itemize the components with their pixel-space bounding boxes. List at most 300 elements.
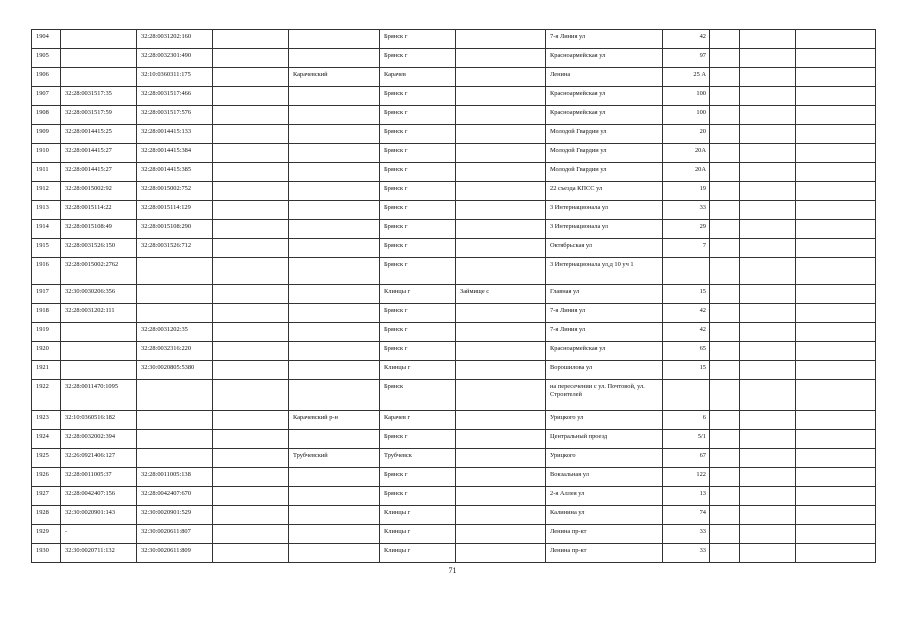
table-row bbox=[32, 220, 876, 239]
table-cell bbox=[456, 163, 546, 182]
table-cell: 1920 bbox=[32, 342, 61, 361]
table-cell: 65 bbox=[663, 342, 710, 361]
table-cell bbox=[289, 125, 380, 144]
table-cell bbox=[796, 304, 876, 323]
table-cell: 67 bbox=[663, 449, 710, 468]
table-cell bbox=[796, 342, 876, 361]
table-cell: 32:28:0014415:384 bbox=[137, 144, 213, 163]
table-cell: 1910 bbox=[32, 144, 61, 163]
table-cell: 3 Интернационала ул,д 10 уч 1 bbox=[546, 258, 663, 285]
table-cell: 7 bbox=[663, 239, 710, 258]
table-cell: Брянск г bbox=[380, 220, 456, 239]
table-cell: 32:30:0020901:143 bbox=[61, 506, 137, 525]
table-cell: 1916 bbox=[32, 258, 61, 285]
table-cell bbox=[137, 285, 213, 304]
table-cell: Ленина пр-кт bbox=[546, 544, 663, 563]
table-cell bbox=[289, 49, 380, 68]
table-row bbox=[32, 342, 876, 361]
table-row bbox=[32, 525, 876, 544]
table-cell: Брянск г bbox=[380, 163, 456, 182]
table-cell: 1924 bbox=[32, 430, 61, 449]
table-cell: 32:28:0011470:1095 bbox=[61, 380, 137, 411]
table-cell: 32:28:0015002:2762 bbox=[61, 258, 137, 285]
table-cell: Трубчевский bbox=[289, 449, 380, 468]
table-cell: Брянск bbox=[380, 380, 456, 411]
table-cell: Брянск г bbox=[380, 430, 456, 449]
table-cell bbox=[61, 30, 137, 49]
table-cell: 42 bbox=[663, 30, 710, 49]
table-cell: 3 Интернационала ул bbox=[546, 220, 663, 239]
table-cell: 32:28:0031517:466 bbox=[137, 87, 213, 106]
table-cell: 74 bbox=[663, 506, 710, 525]
table-cell bbox=[740, 144, 796, 163]
table-cell: Клинцы г bbox=[380, 285, 456, 304]
table-cell bbox=[710, 182, 740, 201]
table-row bbox=[32, 449, 876, 468]
table-cell: 32:28:0031202:35 bbox=[137, 323, 213, 342]
table-cell bbox=[213, 285, 289, 304]
table-cell bbox=[213, 342, 289, 361]
table-cell: 1923 bbox=[32, 411, 61, 430]
table-body bbox=[32, 30, 876, 563]
table-cell bbox=[740, 163, 796, 182]
table-cell: 32:30:0020611:809 bbox=[137, 544, 213, 563]
table-cell: Карачевский bbox=[289, 68, 380, 87]
table-cell: 1906 bbox=[32, 68, 61, 87]
table-cell bbox=[710, 220, 740, 239]
table-cell bbox=[710, 201, 740, 220]
table-cell: Клинцы г bbox=[380, 525, 456, 544]
table-cell: 33 bbox=[663, 525, 710, 544]
table-cell: Клинцы г bbox=[380, 361, 456, 380]
table-cell bbox=[289, 144, 380, 163]
table-cell bbox=[456, 144, 546, 163]
table-cell: Калинина ул bbox=[546, 506, 663, 525]
table-cell: Брянск г bbox=[380, 87, 456, 106]
table-cell bbox=[796, 49, 876, 68]
table-cell bbox=[796, 144, 876, 163]
table-row bbox=[32, 285, 876, 304]
table-cell bbox=[456, 525, 546, 544]
table-cell bbox=[213, 468, 289, 487]
table-cell: Брянск г bbox=[380, 106, 456, 125]
table-cell: Молодой Гвардии ул bbox=[546, 144, 663, 163]
table-cell bbox=[710, 125, 740, 144]
table-cell: 32:30:0020611:807 bbox=[137, 525, 213, 544]
table-cell bbox=[710, 163, 740, 182]
table-cell bbox=[137, 411, 213, 430]
table-row bbox=[32, 468, 876, 487]
table-cell bbox=[710, 258, 740, 285]
table-cell bbox=[213, 30, 289, 49]
table-cell bbox=[213, 49, 289, 68]
table-cell bbox=[213, 411, 289, 430]
table-cell: 32:28:0031202:111 bbox=[61, 304, 137, 323]
table-cell: 32:30:0020711:132 bbox=[61, 544, 137, 563]
table-cell bbox=[289, 342, 380, 361]
table-cell bbox=[740, 68, 796, 87]
table-row bbox=[32, 258, 876, 285]
table-cell bbox=[289, 220, 380, 239]
table-cell: Ворошилова ул bbox=[546, 361, 663, 380]
table-cell bbox=[796, 449, 876, 468]
table-cell bbox=[796, 285, 876, 304]
table-cell bbox=[796, 361, 876, 380]
table-row bbox=[32, 49, 876, 68]
table-cell bbox=[663, 380, 710, 411]
table-cell bbox=[710, 468, 740, 487]
table-cell: 1917 bbox=[32, 285, 61, 304]
table-cell: Карачев г bbox=[380, 411, 456, 430]
table-cell: 122 bbox=[663, 468, 710, 487]
table-cell: 20А bbox=[663, 163, 710, 182]
table-cell bbox=[663, 258, 710, 285]
table-cell bbox=[456, 258, 546, 285]
table-cell bbox=[213, 258, 289, 285]
table-cell bbox=[710, 430, 740, 449]
table-cell: Брянск г bbox=[380, 125, 456, 144]
table-cell: Брянск г bbox=[380, 182, 456, 201]
table-row bbox=[32, 304, 876, 323]
table-cell bbox=[213, 506, 289, 525]
table-cell bbox=[796, 182, 876, 201]
table-cell bbox=[456, 201, 546, 220]
table-cell: Урицкого bbox=[546, 449, 663, 468]
table-cell: 1927 bbox=[32, 487, 61, 506]
table-cell bbox=[456, 380, 546, 411]
table-cell: Карачев bbox=[380, 68, 456, 87]
table-cell bbox=[796, 506, 876, 525]
table-cell: 1912 bbox=[32, 182, 61, 201]
table-cell bbox=[213, 106, 289, 125]
table-cell: 32:28:0031526:150 bbox=[61, 239, 137, 258]
table-cell bbox=[796, 30, 876, 49]
table-cell: Брянск г bbox=[380, 144, 456, 163]
table-cell bbox=[796, 220, 876, 239]
table-cell bbox=[289, 487, 380, 506]
table-cell: 33 bbox=[663, 201, 710, 220]
table-cell: 1921 bbox=[32, 361, 61, 380]
table-cell: 1928 bbox=[32, 506, 61, 525]
table-cell bbox=[456, 220, 546, 239]
table-cell: Займище с bbox=[456, 285, 546, 304]
table-cell bbox=[740, 525, 796, 544]
table-cell: 32:30:0030206:356 bbox=[61, 285, 137, 304]
table-cell: 1904 bbox=[32, 30, 61, 49]
table-cell: Клинцы г bbox=[380, 506, 456, 525]
table-row bbox=[32, 544, 876, 563]
table-cell bbox=[796, 468, 876, 487]
table-cell bbox=[740, 430, 796, 449]
table-cell: 32:28:0031517:59 bbox=[61, 106, 137, 125]
table-row bbox=[32, 380, 876, 411]
table-cell: 32:28:0032002:394 bbox=[61, 430, 137, 449]
table-cell: Брянск г bbox=[380, 49, 456, 68]
table-cell bbox=[740, 285, 796, 304]
table-cell bbox=[740, 220, 796, 239]
table-cell: Молодой Гвардии ул bbox=[546, 163, 663, 182]
table-cell: Главная ул bbox=[546, 285, 663, 304]
table-cell: Брянск г bbox=[380, 258, 456, 285]
table-row bbox=[32, 430, 876, 449]
table-cell: 100 bbox=[663, 106, 710, 125]
table-cell: Центральный проезд bbox=[546, 430, 663, 449]
table-row bbox=[32, 68, 876, 87]
table-row bbox=[32, 239, 876, 258]
table-cell bbox=[213, 430, 289, 449]
table-cell bbox=[796, 163, 876, 182]
table-cell: 32:28:0042407:156 bbox=[61, 487, 137, 506]
table-cell: 1930 bbox=[32, 544, 61, 563]
table-cell: 7-я Линия ул bbox=[546, 304, 663, 323]
table-cell: 13 bbox=[663, 487, 710, 506]
table-cell bbox=[61, 323, 137, 342]
table-cell bbox=[137, 258, 213, 285]
table-cell bbox=[213, 239, 289, 258]
table-cell bbox=[740, 342, 796, 361]
table-cell: 32:30:0020901:529 bbox=[137, 506, 213, 525]
table-cell: 1919 bbox=[32, 323, 61, 342]
table-cell: 15 bbox=[663, 361, 710, 380]
table-row bbox=[32, 30, 876, 49]
table-cell bbox=[740, 323, 796, 342]
table-cell bbox=[289, 201, 380, 220]
table-cell bbox=[740, 411, 796, 430]
table-cell: 100 bbox=[663, 87, 710, 106]
table-cell: - bbox=[61, 525, 137, 544]
table-cell: 42 bbox=[663, 323, 710, 342]
table-cell bbox=[456, 30, 546, 49]
table-cell bbox=[213, 163, 289, 182]
table-cell bbox=[289, 304, 380, 323]
table-cell bbox=[796, 68, 876, 87]
table-cell: 6 bbox=[663, 411, 710, 430]
table-cell bbox=[740, 487, 796, 506]
table-cell: 32:28:0014415:133 bbox=[137, 125, 213, 144]
table-cell bbox=[740, 506, 796, 525]
table-cell bbox=[289, 239, 380, 258]
table-row bbox=[32, 506, 876, 525]
table-cell bbox=[710, 239, 740, 258]
table-cell: 15 bbox=[663, 285, 710, 304]
table-cell bbox=[456, 68, 546, 87]
table-row bbox=[32, 106, 876, 125]
table-cell bbox=[456, 506, 546, 525]
table-cell bbox=[710, 106, 740, 125]
table-cell: Брянск г bbox=[380, 323, 456, 342]
table-cell: 3 Интернационала ул bbox=[546, 201, 663, 220]
table-cell: 32:28:0042407:670 bbox=[137, 487, 213, 506]
table-cell bbox=[710, 144, 740, 163]
table-cell bbox=[710, 411, 740, 430]
table-cell: 2-я Аллея ул bbox=[546, 487, 663, 506]
table-cell bbox=[456, 468, 546, 487]
table-cell: 32:10:0360311:175 bbox=[137, 68, 213, 87]
table-cell bbox=[456, 239, 546, 258]
table-cell bbox=[213, 125, 289, 144]
table-cell bbox=[710, 49, 740, 68]
table-cell: 32:28:0031517:35 bbox=[61, 87, 137, 106]
table-cell: 32:28:0011005:37 bbox=[61, 468, 137, 487]
table-cell: Брянск г bbox=[380, 201, 456, 220]
table-cell: на пересечении с ул. Почтовой, ул. Строителей bbox=[546, 380, 663, 411]
table-cell bbox=[796, 239, 876, 258]
table-cell bbox=[710, 87, 740, 106]
table-cell bbox=[710, 323, 740, 342]
table-cell bbox=[213, 487, 289, 506]
table-cell: 32:28:0031526:712 bbox=[137, 239, 213, 258]
table-cell: 29 bbox=[663, 220, 710, 239]
table-cell: Молодой Гвардии ул bbox=[546, 125, 663, 144]
table-cell: Красноармейская ул bbox=[546, 87, 663, 106]
table-cell bbox=[213, 544, 289, 563]
table-cell: 32:28:0014415:27 bbox=[61, 163, 137, 182]
table-cell: 32:28:0032316:220 bbox=[137, 342, 213, 361]
table-cell bbox=[456, 430, 546, 449]
table-cell: 1907 bbox=[32, 87, 61, 106]
table-cell bbox=[710, 285, 740, 304]
table-row bbox=[32, 125, 876, 144]
table-cell: 97 bbox=[663, 49, 710, 68]
table-cell bbox=[796, 430, 876, 449]
table-cell bbox=[137, 430, 213, 449]
table-cell: 32:28:0032301:490 bbox=[137, 49, 213, 68]
table-cell bbox=[289, 106, 380, 125]
table-cell bbox=[61, 342, 137, 361]
table-cell bbox=[456, 49, 546, 68]
table-cell: 1911 bbox=[32, 163, 61, 182]
table-cell bbox=[710, 380, 740, 411]
table-cell bbox=[740, 106, 796, 125]
table-cell: Красноармейская ул bbox=[546, 106, 663, 125]
table-cell bbox=[740, 182, 796, 201]
table-cell: 19 bbox=[663, 182, 710, 201]
table-row bbox=[32, 201, 876, 220]
table-cell bbox=[456, 361, 546, 380]
table-cell: 1914 bbox=[32, 220, 61, 239]
table-row bbox=[32, 323, 876, 342]
table-cell bbox=[289, 87, 380, 106]
table-cell: Брянск г bbox=[380, 304, 456, 323]
table-cell bbox=[137, 304, 213, 323]
table-cell: 1918 bbox=[32, 304, 61, 323]
table-cell bbox=[213, 68, 289, 87]
table-cell: 7-я Линия ул bbox=[546, 30, 663, 49]
table-cell: Брянск г bbox=[380, 487, 456, 506]
table-cell bbox=[456, 342, 546, 361]
table-cell bbox=[740, 258, 796, 285]
table-cell bbox=[289, 468, 380, 487]
table-cell bbox=[796, 544, 876, 563]
table-cell bbox=[456, 544, 546, 563]
table-cell bbox=[710, 544, 740, 563]
table-cell bbox=[740, 304, 796, 323]
table-cell bbox=[796, 87, 876, 106]
table-cell bbox=[796, 201, 876, 220]
table-cell: Ленина bbox=[546, 68, 663, 87]
table-cell: 32:28:0015114:22 bbox=[61, 201, 137, 220]
table-cell: Красноармейская ул bbox=[546, 342, 663, 361]
table-cell: 42 bbox=[663, 304, 710, 323]
table-cell bbox=[137, 380, 213, 411]
table-cell bbox=[740, 544, 796, 563]
table-row bbox=[32, 182, 876, 201]
table-cell bbox=[289, 323, 380, 342]
table-cell: 1905 bbox=[32, 49, 61, 68]
table-cell bbox=[61, 49, 137, 68]
table-cell bbox=[289, 361, 380, 380]
table-row bbox=[32, 87, 876, 106]
table-cell bbox=[213, 525, 289, 544]
table-cell bbox=[710, 361, 740, 380]
table-cell bbox=[740, 125, 796, 144]
table-cell bbox=[61, 361, 137, 380]
table-cell bbox=[456, 87, 546, 106]
table-cell: Трубчевск bbox=[380, 449, 456, 468]
table-cell: 1929 bbox=[32, 525, 61, 544]
table-cell: 32:28:0011005:138 bbox=[137, 468, 213, 487]
table-cell: 32:28:0014415:27 bbox=[61, 144, 137, 163]
table-cell: 1925 bbox=[32, 449, 61, 468]
table-cell: 32:28:0014415:385 bbox=[137, 163, 213, 182]
data-table bbox=[31, 29, 876, 563]
table-cell bbox=[796, 106, 876, 125]
table-cell: 1909 bbox=[32, 125, 61, 144]
table-cell: 32:28:0015002:92 bbox=[61, 182, 137, 201]
table-cell bbox=[740, 468, 796, 487]
table-cell: Брянск г bbox=[380, 342, 456, 361]
table-cell: 20 bbox=[663, 125, 710, 144]
table-cell: 1908 bbox=[32, 106, 61, 125]
table-cell: 22 съезда КПСС ул bbox=[546, 182, 663, 201]
table-cell bbox=[740, 361, 796, 380]
table-cell: 25 А bbox=[663, 68, 710, 87]
table-cell: 33 bbox=[663, 544, 710, 563]
table-cell bbox=[456, 304, 546, 323]
table-cell bbox=[213, 361, 289, 380]
table-row bbox=[32, 361, 876, 380]
table-cell bbox=[289, 525, 380, 544]
table-cell bbox=[213, 144, 289, 163]
table-cell: Урицкого ул bbox=[546, 411, 663, 430]
table-cell bbox=[796, 380, 876, 411]
table-cell bbox=[710, 506, 740, 525]
table-cell bbox=[61, 68, 137, 87]
table-cell bbox=[289, 544, 380, 563]
table-cell bbox=[710, 487, 740, 506]
table-cell bbox=[213, 87, 289, 106]
table-cell bbox=[740, 239, 796, 258]
table-cell bbox=[213, 220, 289, 239]
table-cell: Красноармейская ул bbox=[546, 49, 663, 68]
table-cell bbox=[796, 487, 876, 506]
table-cell bbox=[213, 304, 289, 323]
table-cell: Ленина пр-кт bbox=[546, 525, 663, 544]
table-cell bbox=[137, 449, 213, 468]
table-cell bbox=[740, 380, 796, 411]
table-cell bbox=[710, 525, 740, 544]
table-cell bbox=[289, 285, 380, 304]
table-cell: 32:28:0031517:576 bbox=[137, 106, 213, 125]
table-cell bbox=[796, 525, 876, 544]
table-cell: Брянск г bbox=[380, 239, 456, 258]
table-cell: 5/1 bbox=[663, 430, 710, 449]
table-cell bbox=[740, 49, 796, 68]
table-cell bbox=[796, 323, 876, 342]
table-cell bbox=[456, 411, 546, 430]
table-cell bbox=[289, 182, 380, 201]
table-cell: Октябрьская ул bbox=[546, 239, 663, 258]
